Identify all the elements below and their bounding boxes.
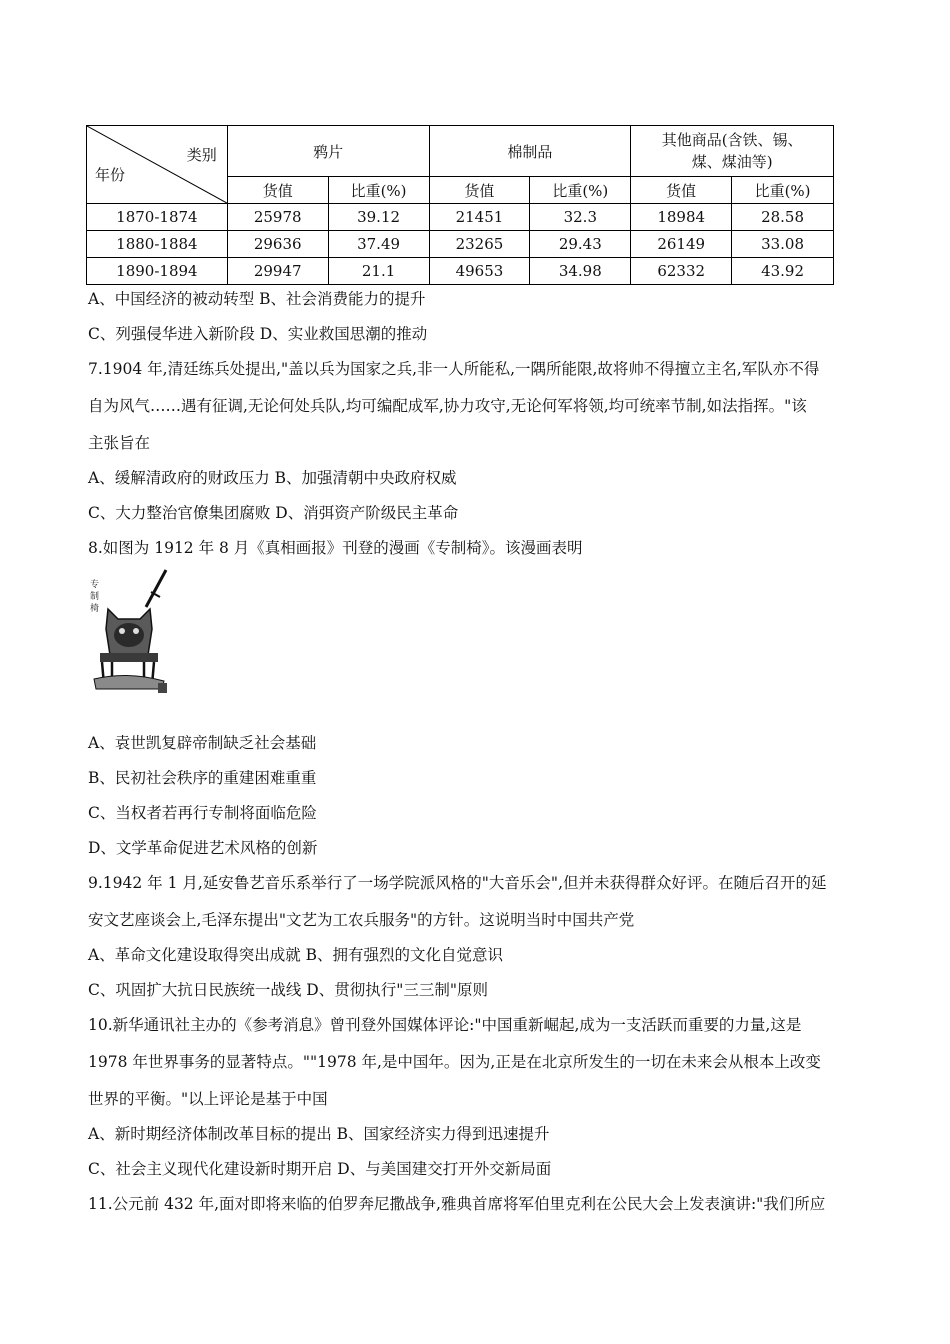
- group-header-other-line2: 煤、煤油等): [691, 153, 773, 171]
- group-header-opium: 鸦片: [227, 126, 429, 177]
- table-cell: 23265: [429, 231, 530, 258]
- question-10-text: 1978 年世界事务的显著特点。""1978 年,是中国年。因为,正是在北京所发生的一切在未来会从根本上改变: [88, 1053, 821, 1071]
- question-9-text: 安文艺座谈会上,毛泽东提出"文艺为工农兵服务"的方针。这说明当时中国共产党: [88, 911, 635, 929]
- svg-text:专: 专: [90, 580, 100, 590]
- group-header-cotton: 棉制品: [429, 126, 631, 177]
- question-9-text: 9.1942 年 1 月,延安鲁艺音乐系举行了一场学院派风格的"大音乐会",但并未获得群众好评。在随后召开的延: [88, 874, 827, 892]
- option-line: A、革命文化建设取得突出成就 B、拥有强烈的文化自觉意识: [88, 946, 504, 964]
- table-cell: 1890-1894: [87, 258, 228, 285]
- table-cell: 34.98: [530, 258, 631, 285]
- group-header-other: [631, 126, 834, 177]
- table-row: [87, 204, 834, 231]
- svg-text:制: 制: [90, 592, 100, 602]
- table-cell: 39.12: [328, 204, 429, 231]
- table-cell: 25978: [227, 204, 328, 231]
- table-cell: 29.43: [530, 231, 631, 258]
- table-cell: 49653: [429, 258, 530, 285]
- table-cell: 32.3: [530, 204, 631, 231]
- option-line: A、袁世凯复辟帝制缺乏社会基础: [88, 734, 317, 752]
- question-8-text: 8.如图为 1912 年 8 月《真相画报》刊登的漫画《专制椅》。该漫画表明: [88, 539, 583, 557]
- option-line: A、缓解清政府的财政压力 B、加强清朝中央政府权威: [88, 469, 457, 487]
- subheader-cell: 货值: [631, 177, 732, 204]
- question-7-text: 主张旨在: [88, 434, 151, 452]
- table-cell: 26149: [631, 231, 732, 258]
- option-line: C、巩固扩大抗日民族统一战线 D、贯彻执行"三三制"原则: [88, 981, 488, 999]
- option-line: D、文学革命促进艺术风格的创新: [88, 839, 318, 857]
- table-cell: 1870-1874: [87, 204, 228, 231]
- subheader-cell: 比重(%): [328, 177, 429, 204]
- corner-header-cell: [87, 126, 228, 204]
- subheader-cell: 比重(%): [530, 177, 631, 204]
- question-10-text: 世界的平衡。"以上评论是基于中国: [88, 1090, 328, 1108]
- option-line: C、当权者若再行专制将面临危险: [88, 804, 317, 822]
- table-row: [87, 231, 834, 258]
- subheader-cell: 货值: [429, 177, 530, 204]
- svg-text:椅: 椅: [90, 604, 100, 614]
- subheader-cell: 货值: [227, 177, 328, 204]
- table-cell: 21451: [429, 204, 530, 231]
- table-cell: 43.92: [732, 258, 834, 285]
- option-line: C、社会主义现代化建设新时期开启 D、与美国建交打开外交新局面: [88, 1160, 552, 1178]
- corner-category-label: 类别: [186, 146, 217, 164]
- table-cell: 29636: [227, 231, 328, 258]
- autocratic-chair-cartoon: [88, 567, 170, 695]
- table-cell: 62332: [631, 258, 732, 285]
- question-10-text: 10.新华通讯社主办的《参考消息》曾刊登外国媒体评论:"中国重新崛起,成为一支活跃而重要的力量,这是: [88, 1016, 802, 1034]
- table-cell: 28.58: [732, 204, 834, 231]
- subheader-cell: 比重(%): [732, 177, 834, 204]
- table-cell: 21.1: [328, 258, 429, 285]
- table-cell: 37.49: [328, 231, 429, 258]
- option-line: C、大力整治官僚集团腐败 D、消弭资产阶级民主革命: [88, 504, 459, 522]
- question-7-text: 自为风气……遇有征调,无论何处兵队,均可编配成军,协力攻守,无论何军将领,均可统率节制,如法指挥。"该: [88, 397, 807, 415]
- option-line: C、列强侵华进入新阶段 D、实业救国思潮的推动: [88, 325, 428, 343]
- table-cell: 33.08: [732, 231, 834, 258]
- table-row: [87, 258, 834, 285]
- corner-year-label: 年份: [95, 166, 126, 184]
- question-7-text: 7.1904 年,清廷练兵处提出,"盖以兵为国家之兵,非一人所能私,一隅所能限,故将帅不得擅立主名,军队亦不得: [88, 360, 820, 378]
- table-cell: 29947: [227, 258, 328, 285]
- table-cell: 18984: [631, 204, 732, 231]
- option-line: B、民初社会秩序的重建困难重重: [88, 769, 317, 787]
- table-cell: 1880-1884: [87, 231, 228, 258]
- option-line: A、中国经济的被动转型 B、社会消费能力的提升: [88, 290, 426, 308]
- group-header-other-line1: 其他商品(含铁、锡、: [661, 131, 803, 149]
- option-line: A、新时期经济体制改革目标的提出 B、国家经济实力得到迅速提升: [88, 1125, 550, 1143]
- import-trade-table: [86, 125, 834, 285]
- question-11-text: 11.公元前 432 年,面对即将来临的伯罗奔尼撒战争,雅典首席将军伯里克利在公民大会上发表演讲:"我们所应: [88, 1195, 826, 1213]
